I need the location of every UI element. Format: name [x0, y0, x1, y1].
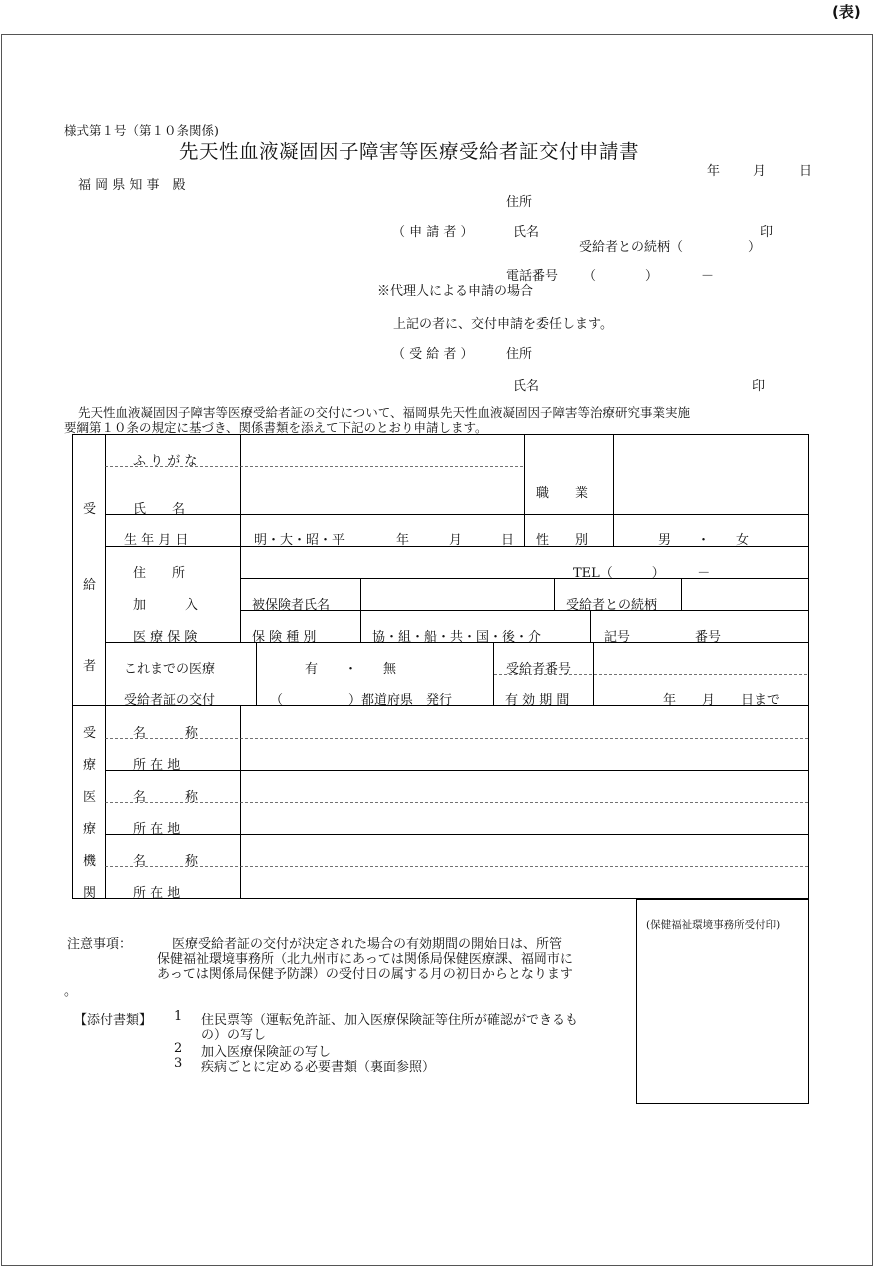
prefecture-issue: （ ）都道府県 発行 — [270, 693, 453, 708]
insurance-type-options: 協・組・船・共・国・後・介 — [372, 630, 542, 645]
attachment-2-line-1: 加入医療保険証の写し — [201, 1045, 332, 1060]
attachment-3-num: 3 — [174, 1056, 183, 1071]
label-sex: 性 別 — [536, 533, 589, 548]
date-day: 日 — [799, 164, 813, 179]
label-insurance-1: 加 入 — [133, 598, 199, 613]
notes-line-4: 。 — [64, 984, 78, 999]
birth-year: 年 — [396, 533, 410, 548]
label-number: 番号 — [695, 630, 722, 645]
notes-line-1: 医療受給者証の交付が決定された場合の有効期間の開始日は、所管 — [172, 937, 563, 952]
inst2-location-label: 所 在 地 — [133, 822, 181, 837]
proxy-address-label: 住所 — [506, 347, 533, 362]
attachment-2-num: 2 — [174, 1041, 183, 1056]
reception-stamp-box — [636, 899, 809, 1104]
side-institution-2: 療 — [83, 758, 97, 773]
birth-month: 月 — [449, 533, 463, 548]
prior-options: 有 ・ 無 — [305, 662, 397, 677]
proxy-seal: 印 — [752, 379, 766, 394]
tel-field: TEL（ ） － — [573, 566, 711, 581]
intro-line-1: 先天性血液凝固因子障害等医療受給者証の交付について、福岡県先天性血液凝固因子障害等治療研究事業実施 — [78, 405, 691, 420]
inst3-location-label: 所 在 地 — [133, 886, 181, 901]
phone-paren-open: （ — [583, 269, 597, 284]
label-insurance-2: 医 療 保 険 — [133, 630, 198, 645]
label-name: 氏 名 — [133, 502, 186, 517]
label-birthdate: 生 年 月 日 — [124, 533, 189, 548]
applicant-role: （ 申 請 者 ） — [392, 225, 474, 240]
attachment-1-num: 1 — [174, 1009, 183, 1024]
label-address: 住 所 — [133, 566, 186, 581]
sex-options: 男 ・ 女 — [658, 533, 750, 548]
side-recipient-1: 受 — [83, 502, 97, 517]
side-institution-4: 療 — [83, 822, 97, 837]
addressee: 福 岡 県 知 事 殿 — [78, 178, 186, 193]
label-recipient-number: 受給者番号 — [506, 662, 572, 677]
form-number: 様式第１号（第１０条関係) — [64, 123, 219, 138]
intro-line-2: 要綱第１０条の規定に基づき、関係書類を添えて下記のとおり申請します。 — [64, 420, 488, 435]
era-options: 明・大・昭・平 — [254, 533, 346, 548]
label-furigana: ふ り が な — [133, 454, 198, 469]
inst1-name-label: 名 称 — [133, 726, 199, 741]
attachment-3-line-1: 疾病ごとに定める必要書類（裏面参照） — [201, 1060, 436, 1075]
birth-day: 日 — [501, 533, 515, 548]
applicant-phone-label: 電話番号 — [506, 269, 559, 284]
notes-line-2: 保健福祉環境事務所（北九州市にあっては関係局保健医療課、福岡市に — [157, 952, 573, 967]
label-prior-1: これまでの医療 — [124, 662, 216, 677]
attachment-1-line-1: 住民票等（運転免許証、加入医療保険証等住所が確認ができるも — [201, 1013, 579, 1028]
side-institution-1: 受 — [83, 726, 97, 741]
label-validity: 有 効 期 間 — [505, 693, 570, 708]
side-label: (表) — [832, 3, 861, 21]
label-insurance-type: 保 険 種 別 — [252, 630, 317, 645]
phone-dash: － — [701, 269, 715, 284]
date-month: 月 — [753, 164, 767, 179]
phone-paren-close: ） — [645, 269, 659, 284]
validity-until: 年 月 日まで — [663, 693, 781, 708]
proxy-name-label: 氏名 — [513, 379, 540, 394]
side-recipient-2: 給 — [83, 578, 97, 593]
stamp-label: (保健福祉環境事務所受付印) — [646, 919, 781, 931]
form-title: 先天性血液凝固因子障害等医療受給者証交付申請書 — [179, 140, 640, 163]
label-symbol: 記号 — [604, 630, 631, 645]
label-insured-relation: 受給者との続柄 — [566, 598, 658, 613]
side-institution-5: 機 — [83, 854, 97, 869]
applicant-name-label: 氏名 — [513, 225, 540, 240]
applicant-address-label: 住所 — [506, 195, 533, 210]
side-institution-3: 医 — [83, 790, 97, 805]
label-prior-2: 受給者証の交付 — [124, 693, 216, 708]
applicant-relation: 受給者との続柄（ ） — [579, 240, 762, 255]
applicant-seal: 印 — [760, 225, 774, 240]
label-insured-name: 被保険者氏名 — [252, 598, 331, 613]
date-year: 年 — [707, 164, 721, 179]
attachments-label: 【添付書類】 — [74, 1013, 153, 1028]
side-institution-6: 関 — [83, 886, 97, 901]
proxy-role: （ 受 給 者 ） — [392, 347, 474, 362]
notes-label: 注意事項： — [67, 937, 133, 952]
attachment-1-line-2: の）の写し — [201, 1028, 267, 1043]
notes-line-3: あっては関係局保健予防課）の受付日の属する月の初日からとなります — [157, 967, 573, 982]
side-recipient-3: 者 — [83, 659, 97, 674]
proxy-note: ※代理人による申請の場合 — [377, 284, 534, 299]
label-occupation: 職 業 — [536, 486, 589, 501]
proxy-delegation: 上記の者に、交付申請を委任します。 — [393, 317, 613, 332]
inst2-name-label: 名 称 — [133, 790, 199, 805]
inst1-location-label: 所 在 地 — [133, 758, 181, 773]
inst3-name-label: 名 称 — [133, 854, 199, 869]
